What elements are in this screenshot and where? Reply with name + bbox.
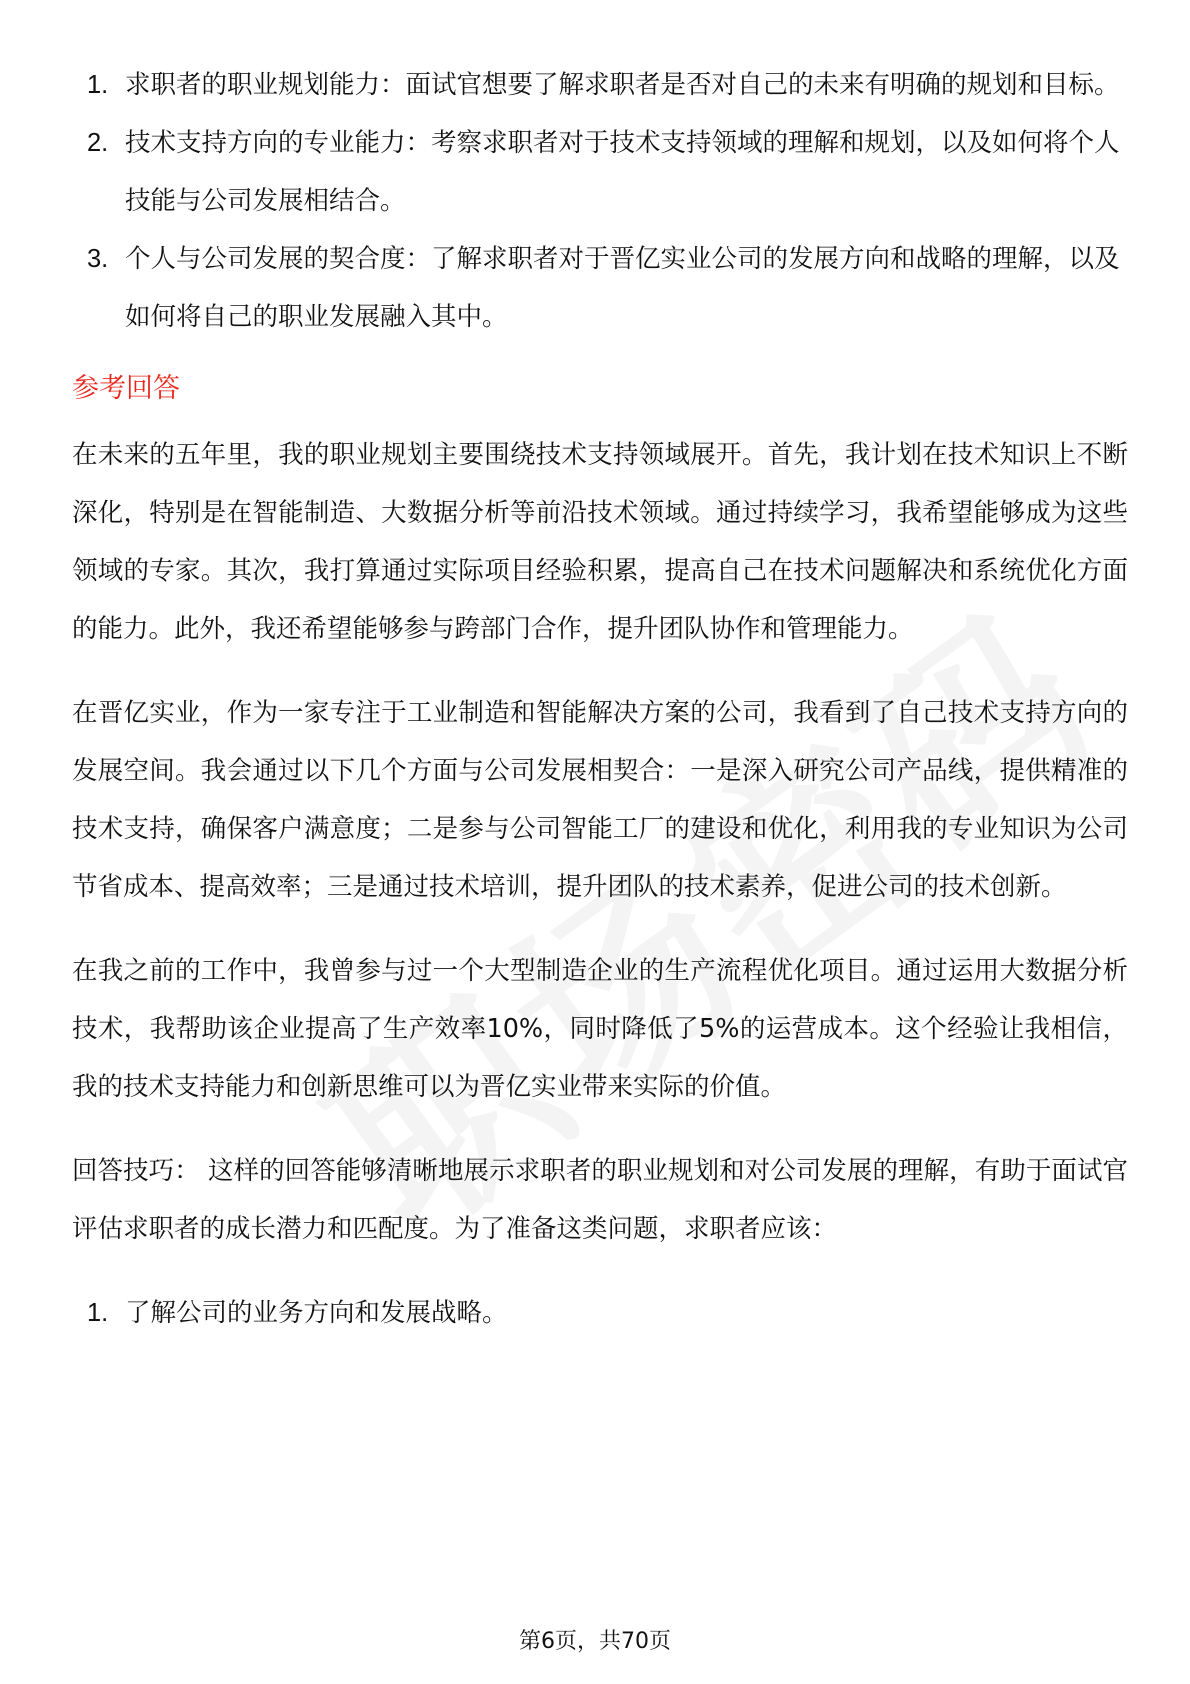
- tips-list: [72, 1284, 1128, 1342]
- list-item: [72, 56, 1128, 114]
- answer-paragraph: 在未来的五年里，我的职业规划主要围绕技术支持领域展开。首先，我计划在技术知识上不断深化，特别是在智能制造、大数据分析等前沿技术领域。通过持续学习，我希望能够成为这些领域的专家。其次，我打算通过实际项目经验积累，提高自己在技术问题解决和系统优化方面的能力。此外，我还希望能够参与跨部门合作，提升团队协作和管理能力。: [72, 440, 1128, 644]
- answer-tips-paragraph: 回答技巧： 这样的回答能够清晰地展示求职者的职业规划和对公司发展的理解，有助于面试官评估求职者的成长潜力和匹配度。为了准备这类问题，求职者应该：: [72, 1156, 1128, 1244]
- page-number-footer: 第6页，共70页: [519, 1629, 671, 1654]
- list-number: 3.: [87, 245, 109, 273]
- answer-paragraph: 在晋亿实业，作为一家专注于工业制造和智能解决方案的公司，我看到了自己技术支持方向的发展空间。我会通过以下几个方面与公司发展相契合：一是深入研究公司产品线，提供精准的技术支持，确保客户满意度；二是参与公司智能工厂的建设和优化，利用我的专业知识为公司节省成本、提高效率；三是通过技术培训，提升团队的技术素养，促进公司的技术创新。: [72, 698, 1128, 902]
- list-number: 1.: [87, 71, 109, 99]
- list-item: [72, 230, 1128, 346]
- list-item: [72, 114, 1128, 230]
- list-number: 1.: [87, 1299, 109, 1327]
- list-number: 2.: [87, 129, 109, 157]
- list-item-text: 技术支持方向的专业能力：考察求职者对于技术支持领域的理解和规划，以及如何将个人技能与公司发展相结合。: [125, 128, 1120, 216]
- answer-paragraph: 在我之前的工作中，我曾参与过一个大型制造企业的生产流程优化项目。通过运用大数据分析技术，我帮助该企业提高了生产效率10%，同时降低了5%的运营成本。这个经验让我相信，我的技术支持能力和创新思维可以为晋亿实业带来实际的价值。: [72, 956, 1128, 1102]
- answer-section-title: 参考回答: [72, 373, 180, 404]
- question-focus-list: [72, 56, 1128, 346]
- list-item-text: 了解公司的业务方向和发展战略。: [125, 1298, 508, 1328]
- list-item-text: 个人与公司发展的契合度：了解求职者对于晋亿实业公司的发展方向和战略的理解，以及如何将自己的职业发展融入其中。: [125, 244, 1120, 332]
- list-item: [72, 1284, 1128, 1342]
- list-item-text: 求职者的职业规划能力：面试官想要了解求职者是否对自己的未来有明确的规划和目标。: [125, 70, 1120, 100]
- page-content: [72, 56, 1128, 1342]
